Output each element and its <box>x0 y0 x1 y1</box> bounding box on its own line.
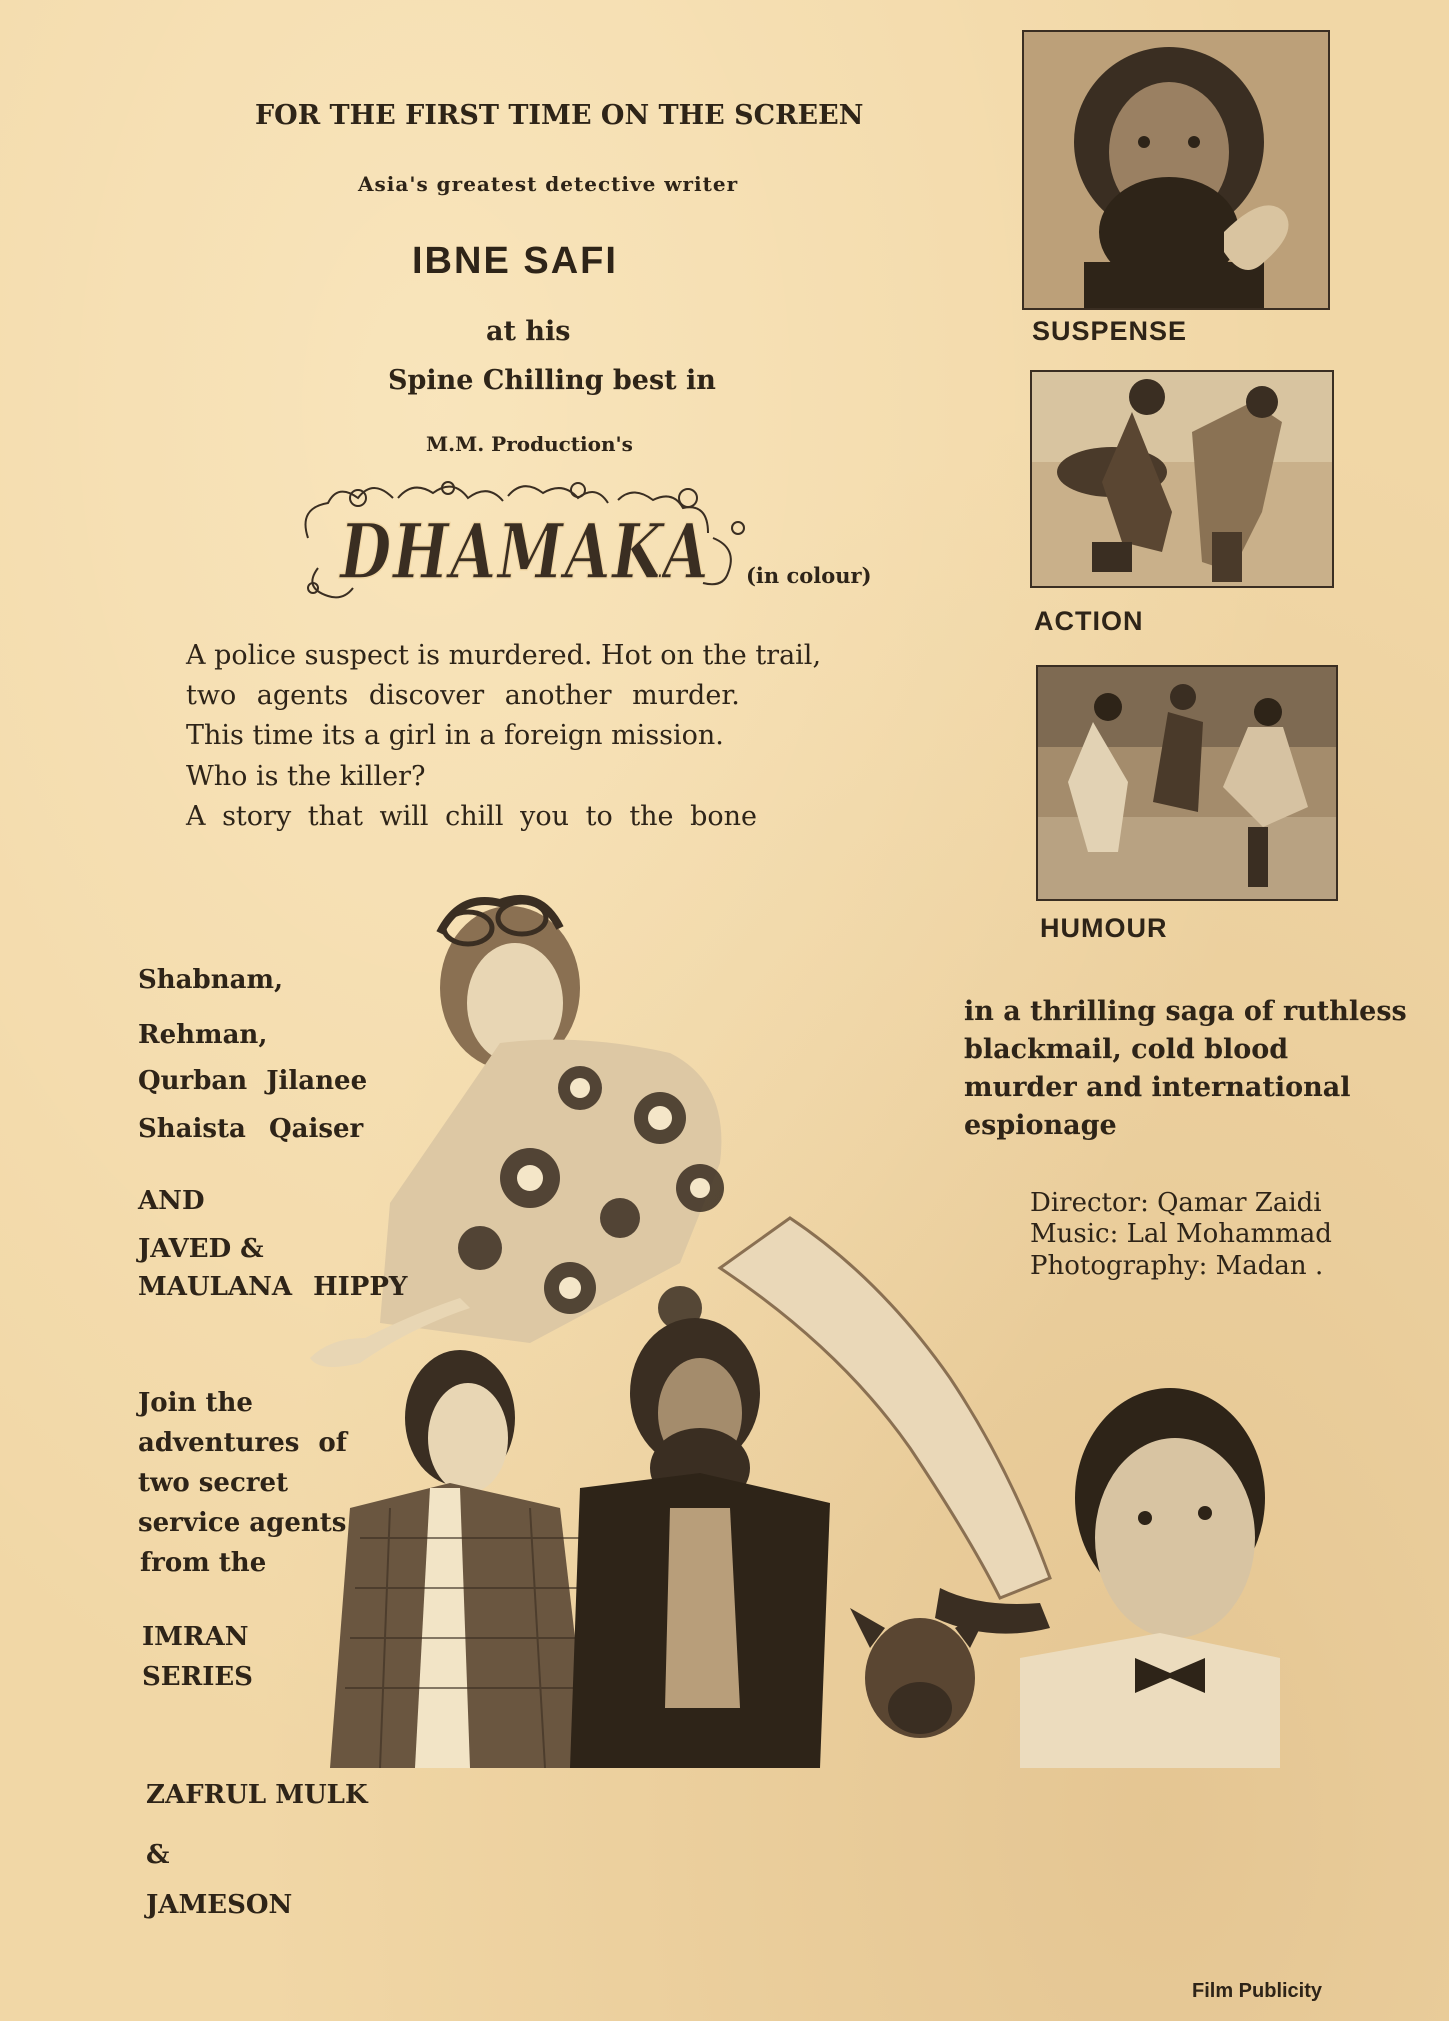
cast-name-1: Shabnam, <box>138 965 284 995</box>
credit-director: Director: Qamar Zaidi <box>1030 1188 1322 1218</box>
suspense-caption: SUSPENSE <box>1032 316 1188 346</box>
header-at-his: at his <box>486 316 571 347</box>
action-caption: ACTION <box>1034 606 1144 636</box>
production-house: M.M. Production's <box>426 432 633 456</box>
agent-name-2: JAMESON <box>146 1890 293 1920</box>
cast-name-4: Shaista Qaiser <box>138 1114 364 1144</box>
join-line-1: Join the <box>138 1388 253 1418</box>
agent-jameson-figure <box>570 1318 830 1768</box>
join-line-5: from the <box>140 1548 267 1578</box>
synopsis-line-4: Who is the killer? <box>186 761 426 792</box>
tagline-line-3: murder and international <box>964 1072 1351 1103</box>
cast-extra-2: MAULANA HIPPY <box>138 1272 408 1302</box>
dhamaka-title-logo <box>298 478 758 603</box>
in-colour-note: (in colour) <box>746 563 872 588</box>
film-publicity-footer: Film Publicity <box>1192 1980 1323 2002</box>
join-line-2: adventures of <box>138 1428 347 1458</box>
credit-music: Music: Lal Mohammad <box>1030 1219 1332 1249</box>
credit-photography: Photography: Madan . <box>1030 1251 1324 1281</box>
series-line-1: IMRAN <box>142 1622 249 1652</box>
tagline-line-4: espionage <box>964 1110 1117 1141</box>
action-still-photo <box>1030 370 1334 588</box>
subheadline: Asia's greatest detective writer <box>358 172 739 196</box>
join-line-3: two secret <box>138 1468 289 1498</box>
cast-name-3: Qurban Jilanee <box>138 1066 368 1096</box>
humour-caption: HUMOUR <box>1040 913 1168 943</box>
dog-figure <box>850 1608 990 1738</box>
synopsis-line-2: two agents discover another murder. <box>186 680 740 711</box>
synopsis-line-3: This time its a girl in a foreign mission. <box>186 720 724 751</box>
title-logo-text: DHAMAKA <box>338 507 710 596</box>
synopsis-line-5: A story that will chill you to the bone <box>186 801 758 832</box>
agent-zafrul-figure <box>330 1350 590 1768</box>
tagline-line-2: blackmail, cold blood <box>964 1034 1289 1065</box>
author-name: IBNE SAFI <box>412 240 618 282</box>
agent-ampersand: & <box>146 1840 170 1870</box>
synopsis-line-1: A police suspect is murdered. Hot on the trail, <box>186 640 822 671</box>
headline: FOR THE FIRST TIME ON THE SCREEN <box>255 100 864 131</box>
suspense-still-photo <box>1022 30 1330 310</box>
series-line-2: SERIES <box>142 1662 253 1692</box>
join-line-4: service agents <box>138 1508 347 1538</box>
cast-name-2: Rehman, <box>138 1020 268 1050</box>
cast-and: AND <box>138 1186 205 1216</box>
header-spine-chilling: Spine Chilling best in <box>388 365 716 396</box>
humour-still-photo <box>1036 665 1338 901</box>
agent-name-1: ZAFRUL MULK <box>146 1780 368 1810</box>
actor-bowtie-figure <box>1020 1388 1280 1768</box>
tagline-line-1: in a thrilling saga of ruthless <box>964 996 1407 1027</box>
cast-extra-1: JAVED & <box>138 1234 264 1264</box>
